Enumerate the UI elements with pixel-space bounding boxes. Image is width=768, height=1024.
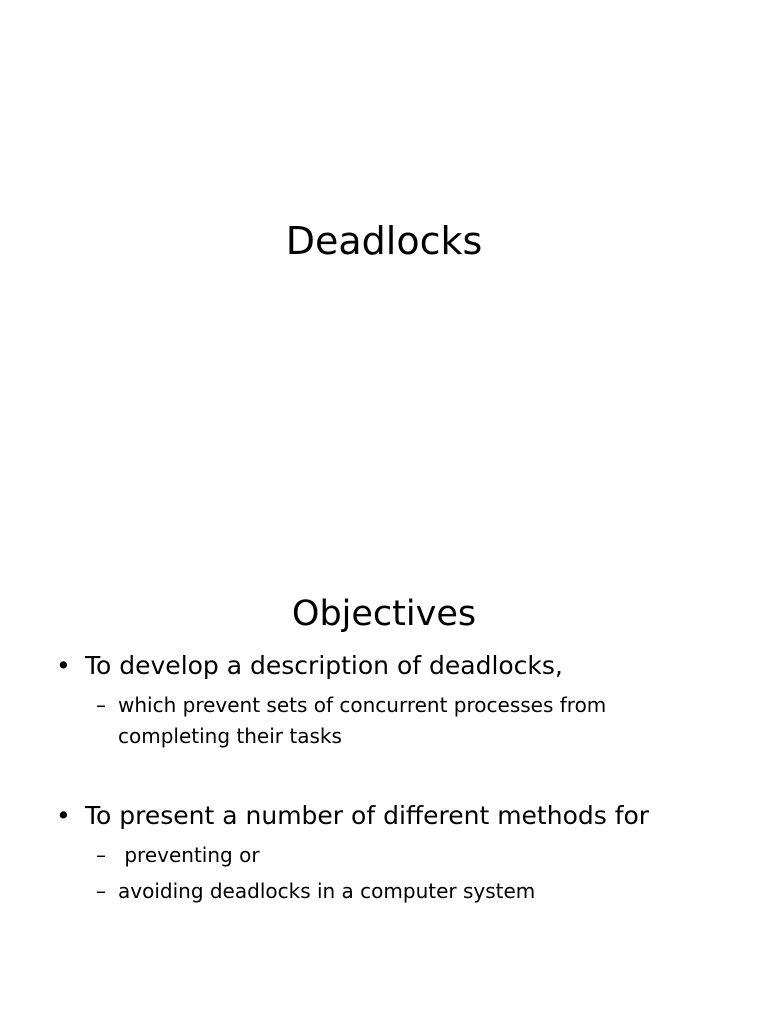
sub-bullet-marker: – xyxy=(96,693,106,717)
sub-bullet-text: preventing or xyxy=(118,843,260,867)
sub-bullet-item xyxy=(96,690,716,752)
slide-title-heading: Deadlocks xyxy=(285,219,483,263)
objectives-heading: Objectives xyxy=(291,594,477,634)
bullet-marker: • xyxy=(56,651,71,680)
bullet-text: To develop a description of deadlocks, xyxy=(85,651,563,680)
sub-bullet-marker: – xyxy=(96,843,106,867)
sub-bullet-marker: – xyxy=(96,879,106,903)
sub-bullet-item xyxy=(96,876,716,907)
slide-objectives xyxy=(0,576,768,1024)
bullet-item xyxy=(56,650,746,682)
slide-title xyxy=(0,0,768,432)
sub-bullet-item xyxy=(96,840,716,871)
bullet-marker: • xyxy=(56,801,71,830)
sub-bullet-text: which prevent sets of concurrent processes from completing their tasks xyxy=(118,693,607,748)
sub-bullet-text: avoiding deadlocks in a computer system xyxy=(118,879,536,903)
bullet-item xyxy=(56,800,746,832)
bullet-text: To present a number of different methods for xyxy=(85,801,650,830)
